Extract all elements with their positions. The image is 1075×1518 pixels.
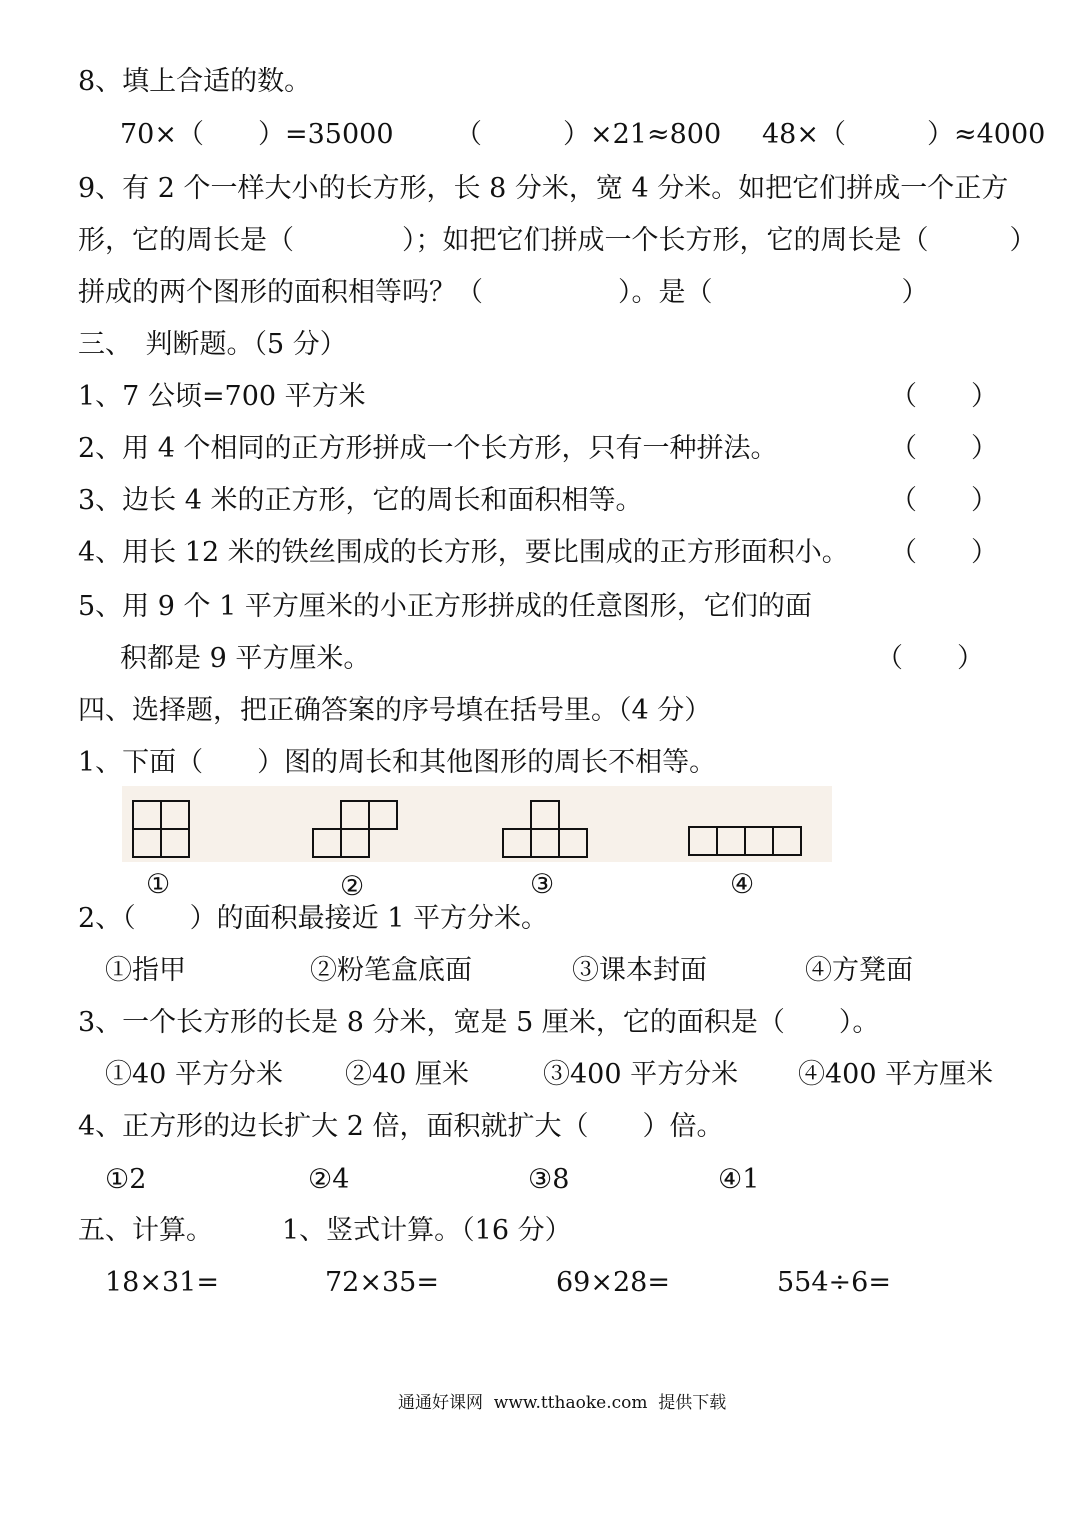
judge-bracket-2: （ ） <box>890 433 998 464</box>
choice-3-option-4: ④400 平方厘米 <box>798 1059 994 1090</box>
calc-item-2: 72×35= <box>325 1267 439 1298</box>
q8-title: 8、填上合适的数。 <box>78 66 312 97</box>
figure-label-2: ② <box>340 871 365 902</box>
q8-item-2: （ ）×21≈800 <box>455 119 722 150</box>
choice-4-option-3: ③8 <box>528 1164 570 1195</box>
choice-4-text: 4、正方形的边长扩大 2 倍，面积就扩大（ ）倍。 <box>78 1111 724 1142</box>
figure-label-4: ④ <box>730 869 755 900</box>
choice-3-option-2: ②40 厘米 <box>345 1059 469 1090</box>
judge-item-5: 5、用 9 个 1 平方厘米的小正方形拼成的任意图形，它们的面 <box>78 591 812 622</box>
choice-2-option-3: ③课本封面 <box>572 955 707 986</box>
choice-2-option-2: ②粉笔盒底面 <box>310 955 472 986</box>
section-5-title: 五、计算。 <box>78 1215 213 1246</box>
choice-2-option-4: ④方凳面 <box>805 955 913 986</box>
judge-item-3: 3、边长 4 米的正方形，它的周长和面积相等。 <box>78 485 643 516</box>
choice-3-option-3: ③400 平方分米 <box>543 1059 739 1090</box>
figure-2-step-shape <box>312 800 398 858</box>
figure-label-1: ① <box>146 869 171 900</box>
choice-4-option-4: ④1 <box>718 1164 760 1195</box>
calc-item-1: 18×31= <box>105 1267 219 1298</box>
section-3-title: 三、 判断题。（5 分） <box>78 329 347 360</box>
choice-3-option-1: ①40 平方分米 <box>105 1059 283 1090</box>
figure-1-square-2x2 <box>132 800 190 858</box>
judge-item-4: 4、用长 12 米的铁丝围成的长方形，要比围成的正方形面积小。 <box>78 537 849 568</box>
footer-text: 通通好课网 www.tthaoke.com 提供下载 <box>398 1393 727 1413</box>
judge-bracket-5: （ ） <box>876 643 984 674</box>
figure-3-t-shape <box>502 800 588 858</box>
choice-4-option-2: ②4 <box>308 1164 350 1195</box>
judge-bracket-1: （ ） <box>890 381 998 412</box>
q8-item-3: 48×（ ）≈4000 <box>762 119 1046 150</box>
choice-1-text: 1、下面（ ）图的周长和其他图形的周长不相等。 <box>78 747 717 778</box>
q9-line-1: 9、有 2 个一样大小的长方形，长 8 分米，宽 4 分米。如把它们拼成一个正方 <box>78 173 1009 204</box>
judge-item-2: 2、用 4 个相同的正方形拼成一个长方形，只有一种拼法。 <box>78 433 778 464</box>
choice-2-option-1: ①指甲 <box>105 955 186 986</box>
figure-4-row-shape <box>688 826 802 856</box>
q8-item-1: 70×（ ）=35000 <box>120 119 394 150</box>
choice-3-text: 3、一个长方形的长是 8 分米，宽是 5 厘米，它的面积是（ ）。 <box>78 1007 880 1038</box>
calc-item-3: 69×28= <box>556 1267 670 1298</box>
section-5-subtitle: 1、竖式计算。（16 分） <box>282 1215 572 1246</box>
q9-line-2: 形，它的周长是（ ）；如把它们拼成一个长方形，它的周长是（ ） <box>78 225 1037 256</box>
judge-bracket-4: （ ） <box>890 537 998 568</box>
judge-bracket-3: （ ） <box>890 485 998 516</box>
judge-item-1: 1、7 公顷=700 平方米 <box>78 381 366 412</box>
judge-item-5-cont: 积都是 9 平方厘米。 <box>120 643 371 674</box>
q9-line-3: 拼成的两个图形的面积相等吗？（ ）。是（ ） <box>78 277 929 308</box>
calc-item-4: 554÷6= <box>777 1267 891 1298</box>
figure-label-3: ③ <box>530 869 555 900</box>
section-4-title: 四、选择题，把正确答案的序号填在括号里。（4 分） <box>78 695 712 726</box>
choice-4-option-1: ①2 <box>105 1164 147 1195</box>
choice-2-text: 2、（ ）的面积最接近 1 平方分米。 <box>78 903 549 934</box>
